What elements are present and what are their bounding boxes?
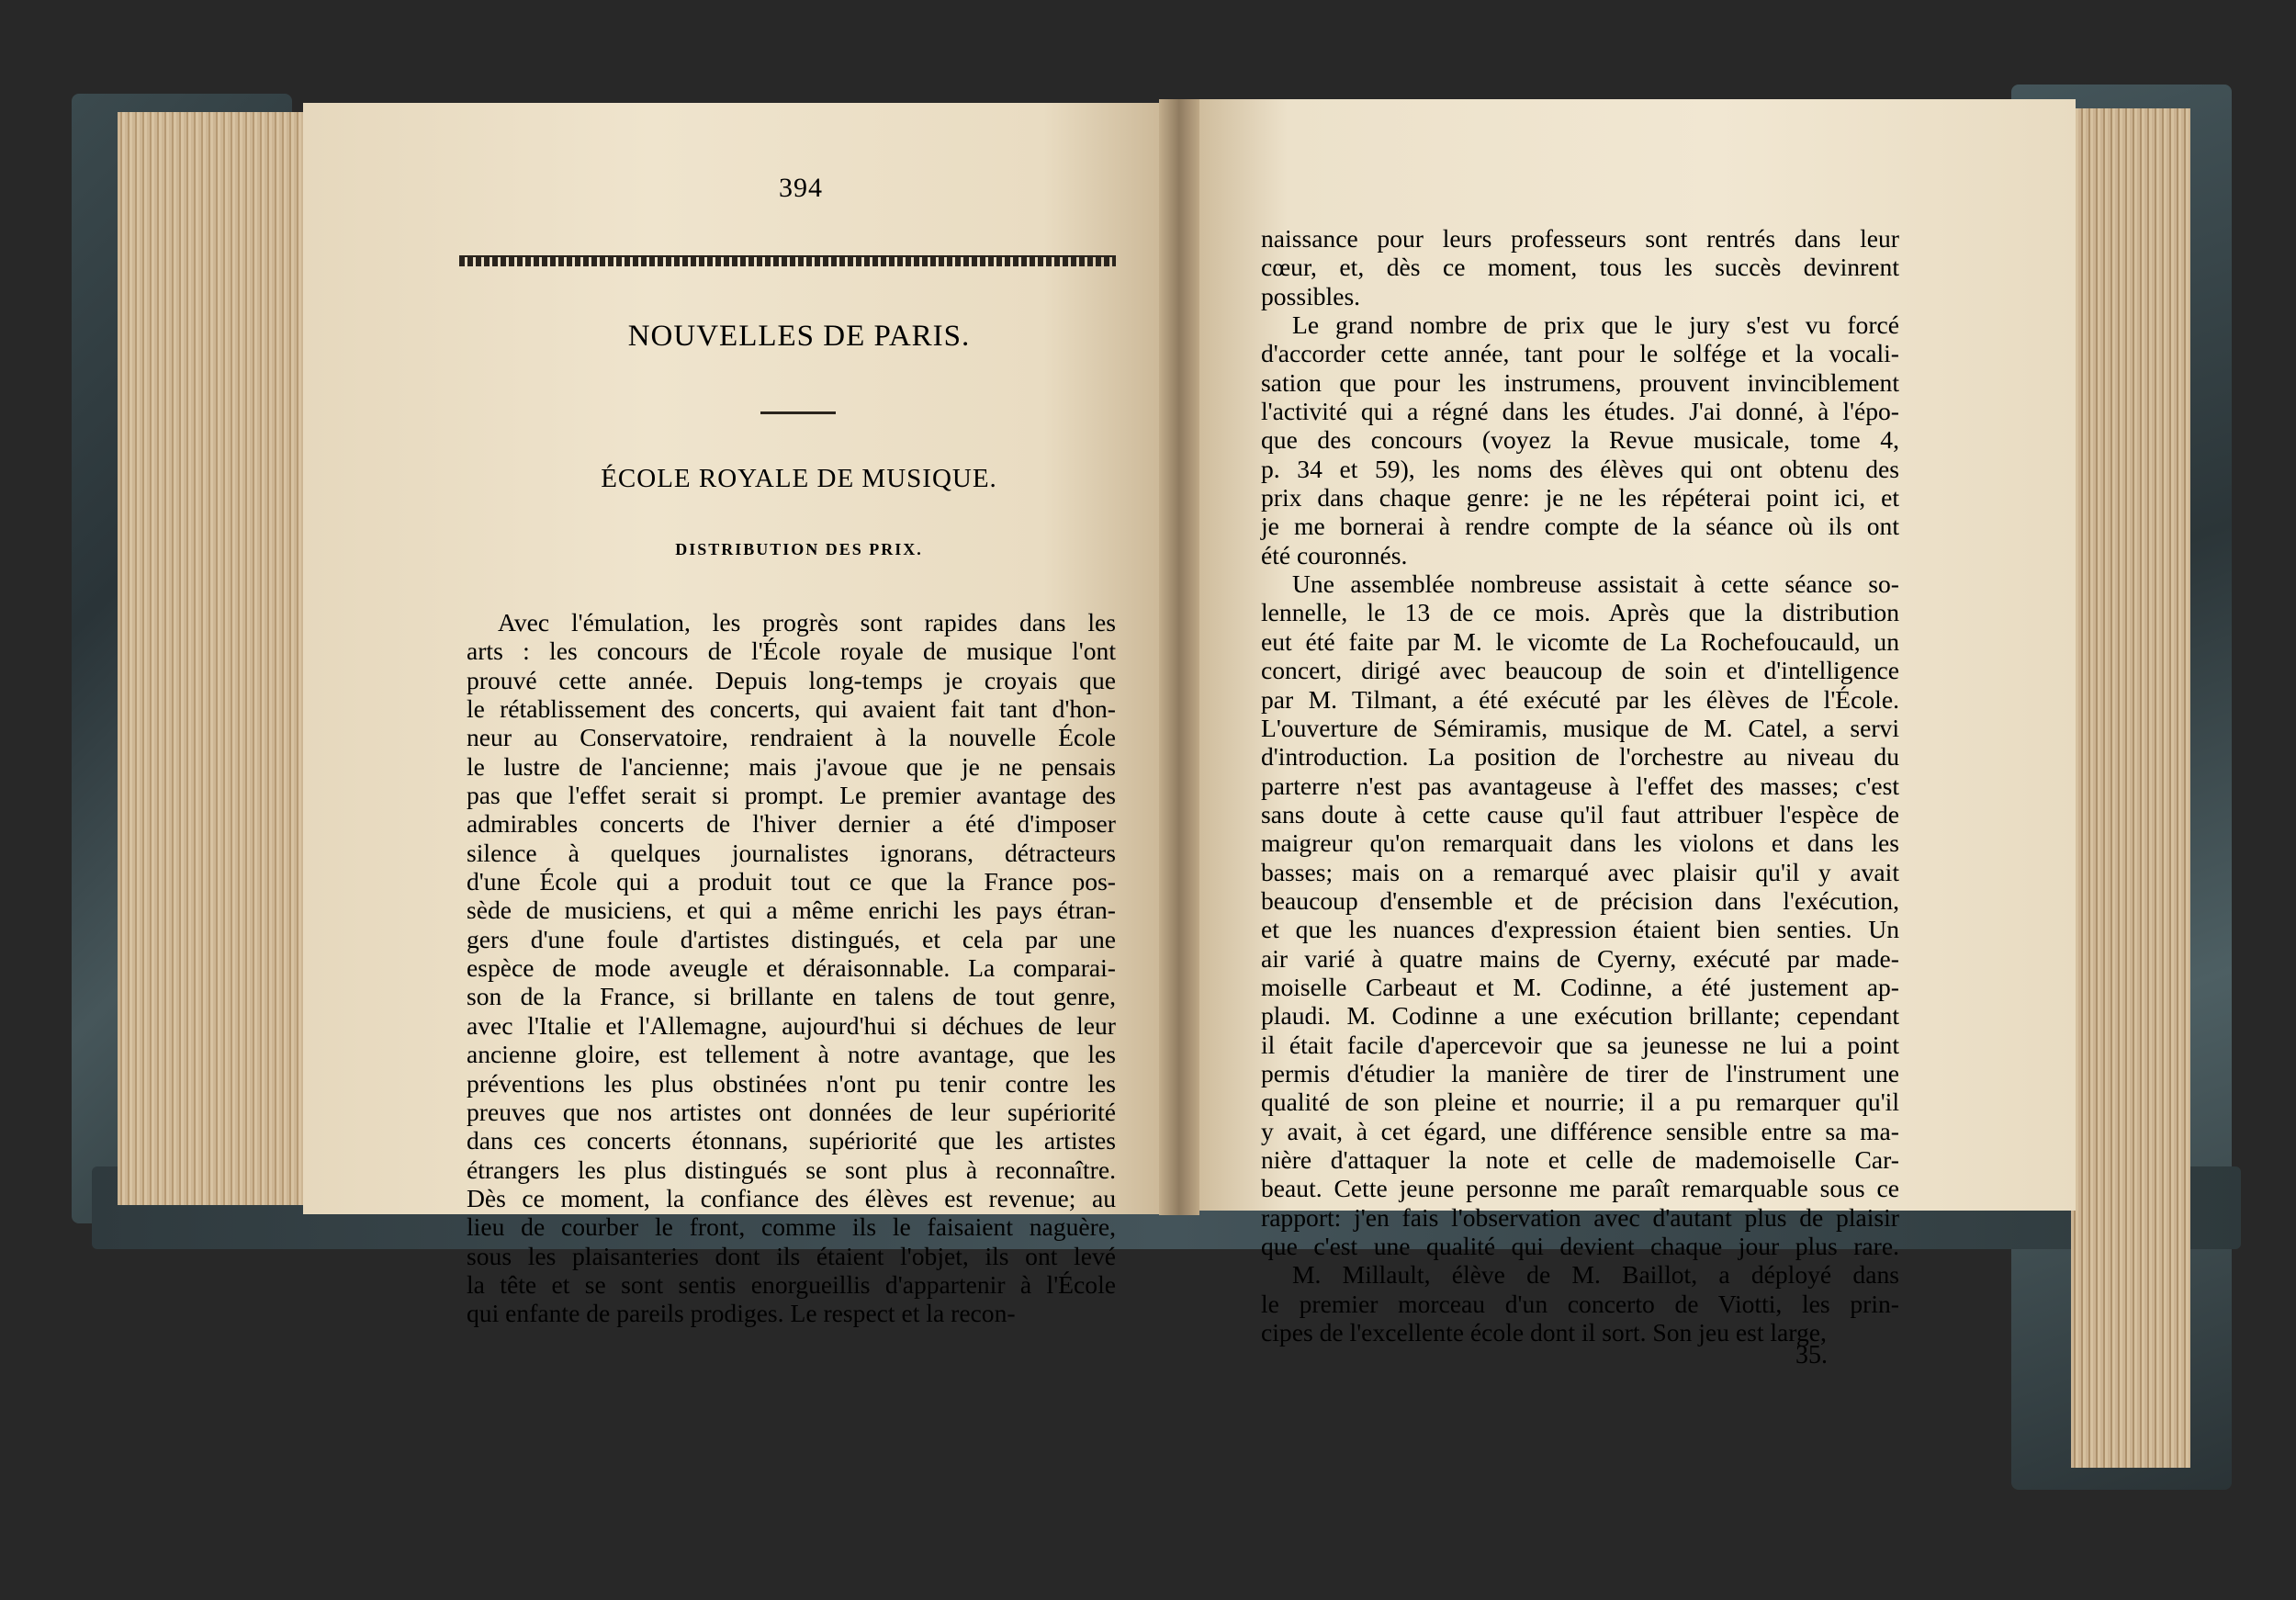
text-line: qualité de son pleine et nourrie; il a pu remarquer qu'il — [1261, 1087, 1899, 1117]
text-line: neur au Conservatoire, rendraient à la nouvelle École — [467, 723, 1116, 752]
text-line: dans ces concerts étonnans, supériorité que les artistes — [467, 1126, 1116, 1155]
text-line: eut été faite par M. le vicomte de La Rochefoucauld, un — [1261, 626, 1899, 656]
text-line: lieu de courber le front, comme ils le faisaient naguère, — [467, 1212, 1116, 1242]
signature-mark: 35. — [1795, 1341, 1828, 1369]
text-line: admirables concerts de l'hiver dernier a été d'imposer — [467, 809, 1116, 839]
text-line: prix dans chaque genre: je ne les répéterai point ici, et — [1261, 483, 1899, 513]
text-line: sans doute à cette cause qu'il faut attribuer l'espèce de — [1261, 799, 1899, 828]
text-line: son de la France, si brillante en talens de tout genre, — [467, 982, 1116, 1011]
text-line: cipes de l'excellente école dont il sort. Son jeu est large, — [1261, 1318, 1827, 1347]
text-line: cœur, et, dès ce moment, tous les succès devinrent — [1261, 253, 1899, 282]
text-line: air varié à quatre mains de Cyerny, exécuté par made- — [1261, 943, 1899, 973]
text-line: Le grand nombre de prix que le jury s'est vu forcé — [1292, 310, 1899, 340]
text-line: l'activité qui a régné dans les études. J'ai donné, à l'épo- — [1261, 397, 1899, 426]
text-line: preuves que nos artistes ont données de leur supériorité — [467, 1097, 1116, 1126]
text-line: et que les nuances d'expression étaient bien senties. Un — [1261, 915, 1899, 944]
text-line: pas que l'effet serait si prompt. Le premier avantage des — [467, 781, 1116, 810]
text-line: p. 34 et 59), les noms des élèves qui ont obtenu des — [1261, 454, 1899, 483]
text-line: basses; mais on a remarqué avec plaisir qu'il y avait — [1261, 857, 1899, 886]
text-line: qui enfante de pareils prodiges. Le respect et la recon- — [467, 1299, 1016, 1328]
text-line: par M. Tilmant, a été exécuté par les élèves de l'École. — [1261, 684, 1899, 714]
text-line: le premier morceau d'un concerto de Viotti, les prin- — [1261, 1289, 1899, 1318]
text-line: arts : les concours de l'École royale de musique l'ont — [467, 637, 1116, 666]
text-line: je me bornerai à rendre compte de la séance où ils ont — [1261, 512, 1899, 541]
text-line: gers d'une foule d'artistes distingués, et cela par une — [467, 924, 1116, 953]
text-line: préventions les plus obstinées n'ont pu tenir contre les — [467, 1068, 1116, 1098]
section-title: ÉCOLE ROYALE DE MUSIQUE. — [601, 464, 997, 493]
text-line: concert, dirigé avec beaucoup de soin et d'intelligence — [1261, 656, 1899, 685]
text-line: y avait, à cet égard, une différence sensible entre sa ma- — [1261, 1116, 1899, 1145]
text-line: nière d'attaquer la note et celle de mademoiselle Car- — [1261, 1145, 1899, 1174]
left-page-edges — [118, 112, 310, 1205]
text-line: étrangers les plus distingués se sont plus à reconnaître. — [467, 1155, 1116, 1184]
page-title: NOUVELLES DE PARIS. — [627, 320, 971, 353]
text-line: avec l'Italie et l'Allemagne, aujourd'hui si déchues de leur — [467, 1010, 1116, 1040]
text-line: sous les plaisanteries dont ils étaient l'objet, ils ont levé — [467, 1241, 1116, 1270]
text-line: M. Millault, élève de M. Baillot, a déployé dans — [1292, 1260, 1899, 1290]
text-line: moiselle Carbeaut et M. Codinne, a été justement ap- — [1261, 972, 1899, 1001]
text-line: silence à quelques journalistes ignorans, détracteurs — [467, 838, 1116, 867]
text-line: Avec l'émulation, les progrès sont rapides dans les — [498, 608, 1116, 637]
text-line: beaut. Cette jeune personne me paraît remarquable sous ce — [1261, 1174, 1899, 1203]
text-line: naissance pour leurs professeurs sont rentrés dans leur — [1261, 224, 1899, 253]
text-line: possibles. — [1261, 281, 1361, 310]
text-line: parterre n'est pas avantageuse à l'effet des masses; c'est — [1261, 771, 1899, 800]
text-line: ancienne gloire, est tellement à notre avantage, que les — [467, 1040, 1116, 1069]
ornamental-rule — [459, 255, 1116, 266]
text-line: d'introduction. La position de l'orchestre au niveau du — [1261, 742, 1899, 772]
text-line: Une assemblée nombreuse assistait à cette séance so- — [1292, 569, 1899, 599]
text-line: plaudi. M. Codinne a une exécution brillante; cependant — [1261, 1001, 1899, 1031]
text-line: espèce de mode aveugle et déraisonnable. La comparai- — [467, 953, 1116, 983]
text-line: prouvé cette année. Depuis long-temps je croyais que — [467, 665, 1116, 694]
text-line: lennelle, le 13 de ce mois. Après que la distribution — [1261, 598, 1899, 627]
text-line: le lustre de l'ancienne; mais j'avoue que je ne pensais — [467, 751, 1116, 781]
text-line: d'une École qui a produit tout ce que la France pos- — [467, 867, 1116, 896]
left-text-column — [467, 608, 1116, 1328]
text-line: L'ouverture de Sémiramis, musique de M. Catel, a servi — [1261, 713, 1899, 742]
text-line: le rétablissement des concerts, qui avaient fait tant d'hon- — [467, 694, 1116, 724]
text-line: d'accorder cette année, tant pour le solfége et la vocali- — [1261, 339, 1899, 368]
text-line: la tête et se sont sentis enorgueillis d'appartenir à l'École — [467, 1269, 1116, 1299]
text-line: Dès ce moment, la confiance des élèves est revenue; au — [467, 1183, 1116, 1212]
text-line: été couronnés. — [1261, 540, 1408, 569]
text-line: sation que pour les instrumens, prouvent invinciblement — [1261, 367, 1899, 397]
right-page-edges — [2071, 108, 2190, 1468]
text-line: il était facile d'apercevoir que sa jeunesse ne lui a point — [1261, 1030, 1899, 1059]
title-rule — [760, 411, 836, 414]
left-page-number: 394 — [779, 173, 823, 203]
text-line: rapport: j'en fais l'observation avec d'autant plus de plaisir — [1261, 1202, 1899, 1232]
text-line: permis d'étudier la manière de tirer de l'instrument une — [1261, 1058, 1899, 1087]
text-line: maigreur qu'on remarquait dans les violons et dans les — [1261, 828, 1899, 858]
book-gutter — [1159, 99, 1199, 1215]
text-line: que c'est une qualité qui devient chaque jour plus rare. — [1261, 1232, 1899, 1261]
subsection-title: DISTRIBUTION DES PRIX. — [675, 540, 923, 558]
right-text-column — [1261, 224, 1899, 1346]
text-line: beaucoup d'ensemble et de précision dans l'exécution, — [1261, 885, 1899, 915]
text-line: que des concours (voyez la Revue musicale, tome 4, — [1261, 425, 1899, 455]
text-line: sède de musiciens, et qui a même enrichi les pays étran- — [467, 896, 1116, 925]
